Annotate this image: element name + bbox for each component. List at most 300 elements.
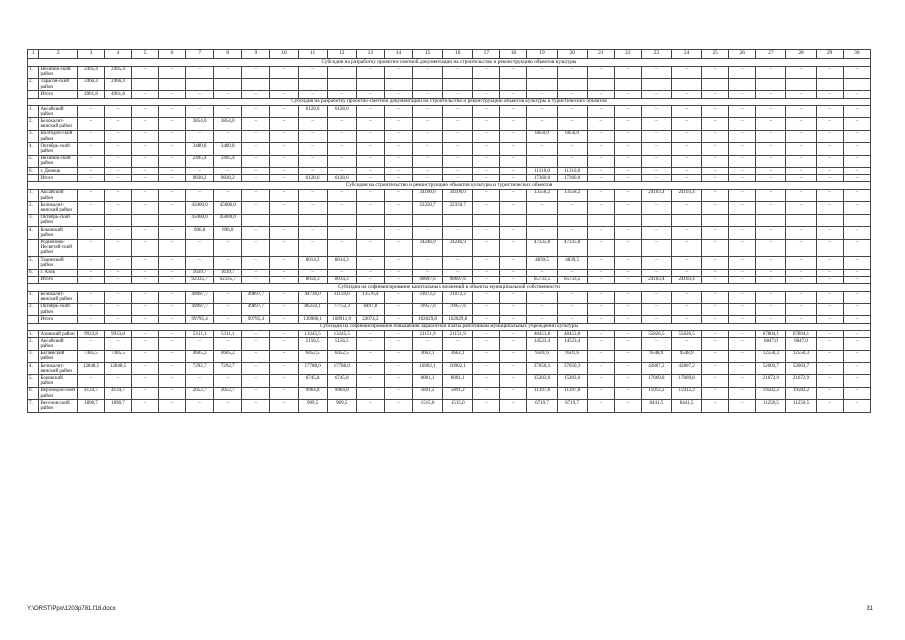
value-cell: – bbox=[641, 227, 671, 239]
value-cell: – bbox=[557, 291, 587, 303]
value-cell: 6128,6 bbox=[298, 175, 327, 182]
district-name: Боковский район bbox=[39, 227, 78, 239]
value-cell: 4134,7 bbox=[104, 387, 131, 399]
value-cell: 86250,1 bbox=[298, 303, 327, 315]
value-cell: – bbox=[729, 291, 756, 303]
table-row bbox=[28, 118, 871, 130]
table-row bbox=[28, 257, 871, 269]
value-cell: 2495,4 bbox=[186, 155, 214, 167]
value-cell: – bbox=[614, 363, 641, 375]
value-cell: 22350,7 bbox=[412, 202, 442, 214]
value-cell: – bbox=[473, 66, 500, 78]
value-cell: 909,5 bbox=[327, 400, 356, 412]
value-cell: – bbox=[104, 276, 131, 283]
value-cell: – bbox=[672, 338, 702, 350]
value-cell: – bbox=[214, 400, 242, 412]
value-cell: – bbox=[473, 291, 500, 303]
value-cell: – bbox=[327, 91, 356, 98]
value-cell: – bbox=[786, 91, 816, 98]
value-cell: 45000,0 bbox=[186, 214, 214, 226]
value-cell: – bbox=[843, 143, 870, 155]
value-cell: – bbox=[587, 91, 614, 98]
column-number: 24 bbox=[672, 50, 702, 59]
value-cell: – bbox=[816, 155, 843, 167]
value-cell: 11310,0 bbox=[557, 168, 587, 175]
value-cell: 102029,8 bbox=[443, 316, 473, 323]
value-cell: – bbox=[641, 130, 671, 142]
value-cell: – bbox=[384, 400, 412, 412]
value-cell: – bbox=[702, 118, 729, 130]
table-row bbox=[28, 303, 871, 315]
value-cell: 21672,9 bbox=[756, 375, 786, 387]
value-cell: 3480,8 bbox=[214, 143, 242, 155]
value-cell: 8441,5 bbox=[672, 400, 702, 412]
value-cell: – bbox=[384, 202, 412, 214]
value-cell: – bbox=[356, 175, 384, 182]
value-cell: – bbox=[843, 189, 870, 201]
value-cell: 13245,5 bbox=[327, 331, 356, 338]
table-row bbox=[28, 130, 871, 142]
value-cell: – bbox=[729, 276, 756, 283]
value-cell: – bbox=[412, 91, 442, 98]
value-cell: – bbox=[500, 118, 527, 130]
district-name: Аксайский район bbox=[39, 189, 78, 201]
value-cell: 2466,4 bbox=[104, 78, 131, 90]
value-cell: – bbox=[557, 155, 587, 167]
value-cell: – bbox=[384, 257, 412, 269]
value-cell: – bbox=[412, 106, 442, 118]
district-name: Белокалит-винский район bbox=[39, 363, 78, 375]
column-number: 27 bbox=[756, 50, 786, 59]
value-cell: – bbox=[843, 202, 870, 214]
value-cell: 7385,5 bbox=[77, 350, 104, 362]
value-cell: – bbox=[473, 316, 500, 323]
value-cell: – bbox=[132, 175, 159, 182]
district-name: Октябрь-ский район bbox=[39, 303, 78, 315]
value-cell bbox=[214, 78, 242, 90]
value-cell: – bbox=[672, 66, 702, 78]
value-cell: – bbox=[356, 239, 384, 257]
budget-table bbox=[27, 49, 871, 413]
table-row bbox=[28, 66, 871, 78]
value-cell: – bbox=[159, 400, 186, 412]
value-cell: 6719,7 bbox=[557, 400, 587, 412]
value-cell: – bbox=[159, 106, 186, 118]
value-cell: – bbox=[729, 143, 756, 155]
value-cell: – bbox=[702, 387, 729, 399]
value-cell: – bbox=[702, 338, 729, 350]
value-cell: – bbox=[786, 175, 816, 182]
value-cell: – bbox=[104, 316, 131, 323]
district-name: Октябрь-ский район bbox=[39, 143, 78, 155]
row-index: 3. bbox=[28, 130, 39, 142]
value-cell: – bbox=[356, 106, 384, 118]
value-cell: – bbox=[729, 106, 756, 118]
value-cell: 1515,0 bbox=[443, 400, 473, 412]
value-cell: 16902,1 bbox=[412, 363, 442, 375]
value-cell: 2466,4 bbox=[77, 78, 104, 90]
value-cell bbox=[702, 78, 729, 90]
column-number: 17 bbox=[473, 50, 500, 59]
row-index bbox=[28, 276, 39, 283]
value-cell: – bbox=[500, 331, 527, 338]
value-cell: 4839,5 bbox=[557, 257, 587, 269]
value-cell: – bbox=[500, 143, 527, 155]
value-cell: – bbox=[270, 375, 298, 387]
value-cell: – bbox=[159, 118, 186, 130]
value-cell: – bbox=[77, 257, 104, 269]
column-number: 5 bbox=[132, 50, 159, 59]
value-cell bbox=[132, 214, 159, 226]
value-cell: – bbox=[132, 91, 159, 98]
value-cell: – bbox=[729, 66, 756, 78]
value-cell: – bbox=[816, 91, 843, 98]
value-cell: – bbox=[641, 66, 671, 78]
value-cell: 34246,9 bbox=[443, 239, 473, 257]
value-cell: – bbox=[443, 130, 473, 142]
value-cell bbox=[384, 78, 412, 90]
value-cell bbox=[327, 214, 356, 226]
value-cell: – bbox=[132, 202, 159, 214]
row-index: 4. bbox=[28, 363, 39, 375]
value-cell: 49897,7 bbox=[242, 291, 270, 303]
value-cell: – bbox=[214, 316, 242, 323]
value-cell: 52603,7 bbox=[786, 363, 816, 375]
value-cell: – bbox=[356, 168, 384, 175]
table-row bbox=[28, 350, 871, 362]
value-cell: 1890,7 bbox=[104, 400, 131, 412]
value-cell: – bbox=[702, 130, 729, 142]
value-cell bbox=[672, 214, 702, 226]
value-cell: – bbox=[77, 189, 104, 201]
value-cell: – bbox=[702, 303, 729, 315]
value-cell: 5156,5 bbox=[327, 338, 356, 350]
value-cell: 9501,6 bbox=[527, 350, 557, 362]
value-cell: – bbox=[614, 303, 641, 315]
value-cell: – bbox=[614, 350, 641, 362]
district-name: Аксайский район bbox=[39, 106, 78, 118]
table-row bbox=[28, 227, 871, 239]
value-cell: – bbox=[500, 257, 527, 269]
value-cell: – bbox=[473, 106, 500, 118]
column-number: 25 bbox=[702, 50, 729, 59]
value-cell bbox=[527, 78, 557, 90]
value-cell: 65733,5 bbox=[527, 276, 557, 283]
value-cell: – bbox=[384, 239, 412, 257]
value-cell: – bbox=[270, 400, 298, 412]
value-cell: – bbox=[186, 338, 214, 350]
value-cell: – bbox=[729, 91, 756, 98]
value-cell: – bbox=[327, 118, 356, 130]
value-cell: – bbox=[132, 291, 159, 303]
value-cell: – bbox=[843, 316, 870, 323]
value-cell: 31159,6 bbox=[327, 291, 356, 303]
value-cell bbox=[298, 78, 327, 90]
value-cell: – bbox=[756, 118, 786, 130]
value-cell: – bbox=[104, 143, 131, 155]
value-cell: – bbox=[816, 400, 843, 412]
value-cell: – bbox=[500, 202, 527, 214]
value-cell: – bbox=[132, 227, 159, 239]
value-cell: – bbox=[214, 91, 242, 98]
value-cell: – bbox=[104, 175, 131, 182]
value-cell: – bbox=[412, 155, 442, 167]
value-cell: 16902,1 bbox=[443, 363, 473, 375]
value-cell: – bbox=[587, 303, 614, 315]
value-cell: 42807,2 bbox=[672, 363, 702, 375]
value-cell: – bbox=[500, 175, 527, 182]
value-cell: 6128,6 bbox=[327, 106, 356, 118]
value-cell bbox=[587, 78, 614, 90]
value-cell: 92335,7 bbox=[214, 276, 242, 283]
value-cell: – bbox=[159, 175, 186, 182]
value-cell: – bbox=[816, 143, 843, 155]
value-cell: 8014,3 bbox=[327, 257, 356, 269]
value-cell: – bbox=[527, 202, 557, 214]
value-cell: – bbox=[132, 363, 159, 375]
value-cell: – bbox=[843, 175, 870, 182]
value-cell: – bbox=[702, 291, 729, 303]
value-cell: – bbox=[270, 363, 298, 375]
value-cell: 13558,2 bbox=[557, 189, 587, 201]
section-title-row bbox=[28, 98, 871, 106]
value-cell: – bbox=[104, 155, 131, 167]
value-cell: – bbox=[298, 143, 327, 155]
value-cell: – bbox=[500, 91, 527, 98]
value-cell: – bbox=[214, 130, 242, 142]
value-cell: 15203,6 bbox=[557, 375, 587, 387]
value-cell: – bbox=[356, 276, 384, 283]
value-cell bbox=[756, 78, 786, 90]
value-cell: – bbox=[384, 91, 412, 98]
value-cell: – bbox=[786, 168, 816, 175]
value-cell: – bbox=[587, 276, 614, 283]
value-cell: – bbox=[641, 338, 671, 350]
section-title-row bbox=[28, 59, 871, 67]
value-cell: 8497,8 bbox=[356, 303, 384, 315]
value-cell: 6128,6 bbox=[327, 175, 356, 182]
value-cell: – bbox=[786, 257, 816, 269]
value-cell: – bbox=[412, 175, 442, 182]
value-cell: 8014,3 bbox=[298, 276, 327, 283]
value-cell: – bbox=[473, 338, 500, 350]
value-cell bbox=[786, 214, 816, 226]
district-name: г. Азов bbox=[39, 269, 78, 276]
value-cell: – bbox=[159, 168, 186, 175]
value-cell: – bbox=[614, 387, 641, 399]
value-cell: – bbox=[843, 269, 870, 276]
value-cell: – bbox=[77, 155, 104, 167]
value-cell: – bbox=[527, 303, 557, 315]
value-cell: 8001,1 bbox=[443, 375, 473, 387]
value-cell: – bbox=[384, 331, 412, 338]
value-cell: 31072,2 bbox=[443, 291, 473, 303]
value-cell: – bbox=[729, 175, 756, 182]
value-cell: – bbox=[159, 202, 186, 214]
value-cell: – bbox=[473, 239, 500, 257]
value-cell: – bbox=[159, 331, 186, 338]
row-index: 1. bbox=[28, 291, 39, 303]
section-title-row bbox=[28, 182, 871, 190]
value-cell: 55826,5 bbox=[641, 331, 671, 338]
value-cell: 1639,7 bbox=[214, 269, 242, 276]
value-cell: – bbox=[614, 155, 641, 167]
table-row bbox=[28, 338, 871, 350]
value-cell: – bbox=[443, 143, 473, 155]
value-cell: – bbox=[756, 227, 786, 239]
column-number: 16 bbox=[443, 50, 473, 59]
value-cell: 12848,5 bbox=[104, 363, 131, 375]
value-cell: – bbox=[843, 91, 870, 98]
value-cell: 7385,5 bbox=[104, 350, 131, 362]
value-cell: – bbox=[242, 239, 270, 257]
value-cell: 24103,4 bbox=[641, 276, 671, 283]
value-cell: – bbox=[242, 118, 270, 130]
value-cell: – bbox=[587, 387, 614, 399]
column-number: 1 bbox=[28, 50, 39, 59]
value-cell: 92335,7 bbox=[186, 276, 214, 283]
value-cell: – bbox=[729, 269, 756, 276]
value-cell: – bbox=[412, 66, 442, 78]
value-cell: – bbox=[473, 143, 500, 155]
value-cell: – bbox=[298, 91, 327, 98]
value-cell: – bbox=[641, 118, 671, 130]
value-cell bbox=[327, 78, 356, 90]
column-number: 9 bbox=[242, 50, 270, 59]
row-index: 2. bbox=[28, 202, 39, 214]
value-cell bbox=[473, 78, 500, 90]
value-cell: 17669,8 bbox=[641, 375, 671, 387]
value-cell: – bbox=[641, 257, 671, 269]
value-cell: – bbox=[214, 66, 242, 78]
value-cell: – bbox=[104, 189, 131, 201]
value-cell: – bbox=[614, 331, 641, 338]
value-cell: 6847,0 bbox=[786, 338, 816, 350]
value-cell: – bbox=[412, 143, 442, 155]
value-cell: – bbox=[786, 276, 816, 283]
value-cell: – bbox=[384, 175, 412, 182]
value-cell bbox=[473, 214, 500, 226]
value-cell: 7292,7 bbox=[214, 363, 242, 375]
row-index: 3. bbox=[28, 350, 39, 362]
value-cell: – bbox=[672, 168, 702, 175]
column-number: 21 bbox=[587, 50, 614, 59]
value-cell: – bbox=[214, 303, 242, 315]
value-cell: – bbox=[384, 118, 412, 130]
value-cell: – bbox=[242, 257, 270, 269]
value-cell: – bbox=[327, 189, 356, 201]
value-cell: – bbox=[270, 269, 298, 276]
value-cell bbox=[500, 214, 527, 226]
district-name: Волгодон-ский район bbox=[39, 130, 78, 142]
value-cell: – bbox=[132, 316, 159, 323]
value-cell: – bbox=[702, 106, 729, 118]
value-cell: 2495,4 bbox=[214, 155, 242, 167]
value-cell: – bbox=[500, 303, 527, 315]
value-cell: – bbox=[786, 118, 816, 130]
value-cell bbox=[298, 214, 327, 226]
value-cell: – bbox=[557, 227, 587, 239]
value-cell: 21151,9 bbox=[412, 331, 442, 338]
value-cell: – bbox=[186, 66, 214, 78]
document-path: Y:\ORST\Ppo\1203p781.f18.docx bbox=[27, 606, 116, 612]
district-name: Азовский район bbox=[39, 331, 78, 338]
value-cell: – bbox=[270, 106, 298, 118]
district-name: Итого bbox=[39, 316, 78, 323]
value-cell: – bbox=[729, 118, 756, 130]
value-cell: – bbox=[214, 106, 242, 118]
value-cell: – bbox=[132, 375, 159, 387]
value-cell: 6128,6 bbox=[298, 106, 327, 118]
table-row bbox=[28, 316, 871, 323]
value-cell: – bbox=[500, 400, 527, 412]
value-cell: – bbox=[614, 143, 641, 155]
value-cell: – bbox=[327, 168, 356, 175]
value-cell: – bbox=[843, 227, 870, 239]
value-cell: 3854,0 bbox=[186, 118, 214, 130]
value-cell: – bbox=[159, 276, 186, 283]
value-cell bbox=[756, 214, 786, 226]
table-row bbox=[28, 331, 871, 338]
row-index: 6. bbox=[28, 269, 39, 276]
value-cell: – bbox=[298, 66, 327, 78]
district-name: Верхнедон-ской район bbox=[39, 387, 78, 399]
value-cell: – bbox=[473, 303, 500, 315]
value-cell bbox=[816, 78, 843, 90]
value-cell: – bbox=[443, 175, 473, 182]
value-cell: 4961,8 bbox=[104, 91, 131, 98]
table-row bbox=[28, 363, 871, 375]
value-cell: – bbox=[242, 350, 270, 362]
value-cell: 13558,2 bbox=[527, 189, 557, 201]
value-cell: – bbox=[729, 363, 756, 375]
value-cell: 102029,8 bbox=[412, 316, 442, 323]
column-number: 29 bbox=[816, 50, 843, 59]
value-cell: 5156,5 bbox=[298, 338, 327, 350]
value-cell: – bbox=[729, 331, 756, 338]
table-row bbox=[28, 202, 871, 214]
value-cell: – bbox=[756, 269, 786, 276]
value-cell: – bbox=[587, 175, 614, 182]
value-cell: – bbox=[384, 303, 412, 315]
value-cell: – bbox=[843, 338, 870, 350]
value-cell: 3480,8 bbox=[186, 143, 214, 155]
value-cell: – bbox=[384, 269, 412, 276]
value-cell bbox=[412, 78, 442, 90]
row-index: 2. bbox=[28, 338, 39, 350]
value-cell: – bbox=[270, 91, 298, 98]
value-cell: – bbox=[356, 387, 384, 399]
value-cell: – bbox=[702, 91, 729, 98]
value-cell: – bbox=[587, 257, 614, 269]
value-cell: 909,5 bbox=[298, 400, 327, 412]
value-cell: – bbox=[473, 227, 500, 239]
value-cell: – bbox=[816, 331, 843, 338]
value-cell: – bbox=[132, 155, 159, 167]
value-cell: – bbox=[816, 276, 843, 283]
value-cell: 9933,8 bbox=[104, 331, 131, 338]
value-cell: 49897,7 bbox=[186, 291, 214, 303]
table-row bbox=[28, 189, 871, 201]
value-cell: – bbox=[587, 106, 614, 118]
value-cell: – bbox=[77, 291, 104, 303]
value-cell: 6452,5 bbox=[298, 350, 327, 362]
value-cell: – bbox=[186, 130, 214, 142]
section-title: Субсидия на софинансирование капитальных вложений в объекты муниципальной собственности bbox=[28, 284, 871, 292]
value-cell: 9830,2 bbox=[186, 175, 214, 182]
value-cell: – bbox=[587, 375, 614, 387]
value-cell: 3662,1 bbox=[412, 350, 442, 362]
